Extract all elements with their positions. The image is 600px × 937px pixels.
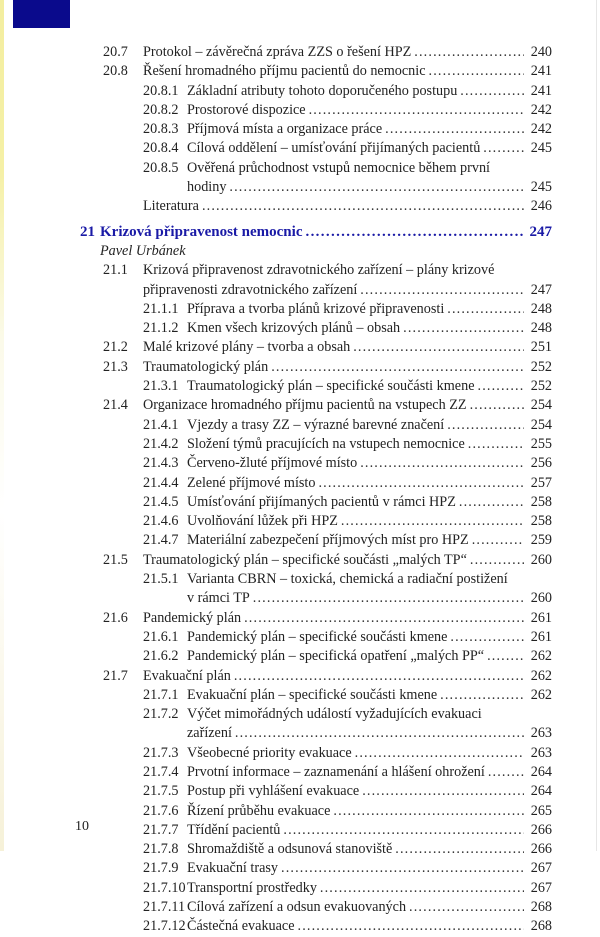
dot-leader	[226, 178, 524, 197]
toc-page-number: 264	[530, 783, 552, 800]
dot-leader	[315, 474, 524, 493]
toc-section-title: Transportní prostředky	[187, 879, 317, 896]
toc-page-number: 242	[530, 121, 552, 138]
toc-section-number: 21.7.5	[143, 783, 179, 800]
toc-section-title: Všeobecné priority evakuace	[187, 744, 352, 761]
toc-page-number: 266	[530, 841, 552, 858]
toc-entry	[0, 493, 600, 512]
toc-entry	[0, 159, 600, 178]
dot-leader	[302, 223, 524, 242]
toc-entry	[0, 686, 600, 705]
toc-section-title: Základní atributy tohoto doporučeného postupu	[187, 82, 458, 99]
toc-section-number: 21.7.9	[143, 860, 179, 877]
dot-leader	[350, 338, 524, 357]
toc-section-number: 20.8.5	[143, 159, 179, 176]
toc-section-number: 21.3	[103, 358, 128, 375]
toc-section-title: Shromaždiště a odsunová stanoviště	[187, 841, 393, 858]
toc-entry	[0, 377, 600, 396]
toc-entry	[0, 512, 600, 531]
toc-page-number: 252	[530, 378, 552, 395]
toc-entry	[0, 705, 600, 724]
toc-page-number: 247	[530, 281, 552, 298]
toc-section-number: 21.7	[103, 667, 128, 684]
toc-page-number: 254	[530, 397, 552, 414]
toc-entry	[0, 898, 600, 917]
toc-page-number: 252	[530, 358, 552, 375]
toc-page-number: 263	[530, 725, 552, 742]
toc-section-title: Cílová zařízení a odsun evakuovaných	[187, 899, 407, 916]
toc-section-number: 21.5	[103, 551, 128, 568]
dot-leader	[241, 609, 524, 628]
toc-section-number: 21.6.1	[143, 628, 179, 645]
toc-entry	[0, 744, 600, 763]
toc-entry	[0, 763, 600, 782]
toc-section-number: 21	[80, 223, 95, 240]
dot-leader	[437, 686, 524, 705]
toc-entry	[0, 261, 600, 280]
toc-section-number: 21.2	[103, 339, 128, 356]
toc-section-number: 21.1.1	[143, 300, 179, 317]
toc-entry-continuation	[0, 281, 600, 300]
toc-page-number: 267	[530, 879, 552, 896]
chapter-color-tab	[13, 0, 70, 28]
toc-section-number: 21.6.2	[143, 648, 179, 665]
toc-section-number: 21.7.2	[143, 706, 179, 723]
toc-section-number: 20.8.4	[143, 140, 179, 157]
toc-page-number: 268	[530, 899, 552, 916]
toc-page-number: 259	[530, 532, 552, 549]
dot-leader	[278, 859, 524, 878]
toc-entry	[0, 821, 600, 840]
toc-entry	[0, 879, 600, 898]
dot-leader	[250, 589, 524, 608]
toc-section-number: 21.7.12	[143, 918, 186, 935]
toc-section-title: Organizace hromadného příjmu pacientů na vstupech ZZ	[143, 397, 467, 414]
toc-page-number: 258	[530, 513, 552, 530]
toc-page-number: 268	[530, 918, 552, 935]
toc-page-number: 258	[530, 493, 552, 510]
toc-entry	[0, 474, 600, 493]
toc-section-number: 21.1.2	[143, 320, 179, 337]
toc-section-number: 21.7.3	[143, 744, 179, 761]
dot-leader	[467, 396, 524, 415]
dot-leader	[280, 821, 524, 840]
dot-leader	[485, 763, 524, 782]
dot-leader	[426, 62, 525, 81]
dot-leader	[444, 416, 524, 435]
toc-page-number: 257	[530, 474, 552, 491]
toc-chapter-author	[0, 242, 600, 261]
toc-literature-entry	[0, 197, 600, 216]
toc-section-title: Uvolňování lůžek při HPZ	[187, 513, 338, 530]
toc-section-title: Ověřená průchodnost vstupů nemocnice během první	[187, 159, 490, 176]
toc-entry	[0, 917, 600, 936]
toc-section-number: 21.7.8	[143, 841, 179, 858]
toc-page-number: 254	[530, 416, 552, 433]
dot-leader	[359, 782, 524, 801]
toc-entry	[0, 647, 600, 666]
dot-leader	[411, 43, 524, 62]
toc-section-number: 20.7	[103, 44, 128, 60]
toc-page-number: 251	[530, 339, 552, 356]
toc-section-number: 21.7.7	[143, 821, 179, 838]
toc-section-number: 21.4.2	[143, 435, 179, 452]
toc-section-number: 21.6	[103, 609, 128, 626]
toc-page-number: 260	[530, 551, 552, 568]
toc-section-title: Řízení průběhu evakuace	[187, 802, 331, 819]
toc-entry	[0, 101, 600, 120]
toc-section-title: Prostorové dispozice	[187, 101, 306, 118]
toc-page-number: 245	[530, 179, 552, 196]
toc-section-title: Literatura	[143, 198, 199, 215]
toc-section-number: 21.4.4	[143, 474, 179, 491]
dot-leader	[444, 300, 524, 319]
toc-entry	[0, 319, 600, 338]
dot-leader	[352, 744, 524, 763]
toc-page-number: 248	[530, 300, 552, 317]
toc-section-number: 20.8	[103, 63, 128, 80]
toc-page-number: 265	[530, 802, 552, 819]
toc-entry	[0, 840, 600, 859]
toc-section-title: hodiny	[187, 179, 227, 196]
toc-page-number: 262	[530, 648, 552, 665]
dot-leader	[457, 82, 524, 101]
toc-section-title: Prvotní informace – zaznamenání a hlášení ohrožení	[187, 763, 485, 780]
toc-entry	[0, 358, 600, 377]
toc-section-number: 21.4.7	[143, 532, 179, 549]
dot-leader	[456, 493, 524, 512]
toc-section-title: Červeno-žluté příjmové místo	[187, 455, 358, 472]
toc-section-number: 20.8.3	[143, 121, 179, 138]
toc-entry	[0, 859, 600, 878]
toc-page-number: 247	[529, 223, 552, 240]
toc-section-number: 21.3.1	[143, 378, 179, 395]
dot-leader	[231, 667, 524, 686]
dot-leader	[447, 628, 524, 647]
toc-section-number: 21.7.10	[143, 879, 186, 896]
toc-page-number: 241	[530, 82, 552, 99]
toc-section-title: Umísťování přijímaných pacientů v rámci HPZ	[187, 493, 456, 510]
toc-section-number: 21.7.4	[143, 763, 179, 780]
toc-entry	[0, 416, 600, 435]
toc-page-number: 267	[530, 860, 552, 877]
toc-section-number: 21.4.5	[143, 493, 179, 510]
toc-entry	[0, 300, 600, 319]
toc-section-number: 21.5.1	[143, 571, 179, 588]
toc-page-number: 263	[530, 744, 552, 761]
toc-section-title: Příjmová místa a organizace práce	[187, 121, 383, 138]
toc-section-title: Malé krizové plány – tvorba a obsah	[143, 339, 351, 356]
dot-leader	[467, 551, 524, 570]
dot-leader	[465, 435, 524, 454]
toc-page-number: 261	[530, 628, 552, 645]
dot-leader	[392, 840, 524, 859]
toc-section-title: Traumatologický plán	[143, 358, 269, 375]
toc-section-title: Cílová oddělení – umísťování přijímaných pacientů	[187, 140, 481, 157]
toc-entry	[0, 454, 600, 473]
toc-entry-continuation	[0, 589, 600, 608]
toc-page-number: 260	[530, 590, 552, 607]
toc-section-title: Krizová připravenost zdravotnického zařízení – plány krizové	[143, 262, 495, 279]
toc-section-title: Traumatologický plán – specifické součásti kmene	[187, 378, 475, 395]
dot-leader	[295, 917, 524, 936]
toc-section-title: Složení týmů pracujících na vstupech nemocnice	[187, 435, 465, 452]
toc-section-number: 21.4.6	[143, 513, 179, 530]
toc-section-title: Protokol – závěrečná zpráva ZZS o řešení HPZ	[143, 44, 412, 60]
toc-page-number: 262	[530, 686, 552, 703]
dot-leader	[484, 647, 524, 666]
toc-entry	[0, 120, 600, 139]
toc-section-title: Varianta CBRN – toxická, chemická a radiační postižení	[187, 571, 508, 588]
toc-section-title: Částečná evakuace	[187, 918, 295, 935]
toc-section-number: 21.4.1	[143, 416, 179, 433]
toc-page-number: 255	[530, 435, 552, 452]
toc-page-number: 264	[530, 763, 552, 780]
dot-leader	[382, 120, 524, 139]
toc-section-number: 21.7.1	[143, 686, 179, 703]
toc-section-title: Evakuační plán	[143, 667, 231, 684]
toc-section-title: Pandemický plán – specifické součásti kmene	[187, 628, 448, 645]
toc-section-title: Zelené příjmové místo	[187, 474, 316, 491]
toc-page-number: 242	[530, 101, 552, 118]
toc-entry	[0, 531, 600, 550]
toc-section-title: Řešení hromadného příjmu pacientů do nemocnic	[143, 63, 426, 80]
toc-page-number: 240	[530, 44, 552, 60]
dot-leader	[357, 281, 524, 300]
dot-leader	[469, 531, 524, 550]
toc-entry	[0, 802, 600, 821]
toc-section-title: Evakuační plán – specifické součásti kmene	[187, 686, 438, 703]
toc-section-title: Evakuační trasy	[187, 860, 278, 877]
toc-entry	[0, 43, 600, 62]
toc-entry	[0, 667, 600, 686]
table-of-contents	[0, 43, 600, 937]
toc-section-number: 21.1	[103, 262, 128, 279]
toc-entry	[0, 609, 600, 628]
dot-leader	[317, 879, 524, 898]
toc-section-title: Příprava a tvorba plánů krizové připravenosti	[187, 300, 445, 317]
toc-section-title: Kmen všech krizových plánů – obsah	[187, 320, 401, 337]
toc-page-number: 261	[530, 609, 552, 626]
toc-section-title: Pavel Urbánek	[100, 242, 186, 259]
toc-entry	[0, 82, 600, 101]
toc-section-title: zařízení	[187, 725, 232, 742]
toc-section-title: Krizová připravenost nemocnic	[100, 223, 303, 240]
toc-section-title: připravenosti zdravotnického zařízení	[143, 281, 358, 298]
toc-entry-continuation	[0, 724, 600, 743]
toc-section-title: Výčet mimořádných událostí vyžadujících evakuaci	[187, 706, 482, 723]
dot-leader	[357, 454, 524, 473]
toc-section-title: Traumatologický plán – specifické součásti „malých TP“	[143, 551, 467, 568]
toc-section-title: Materiální zabezpečení příjmových míst pro HPZ	[187, 532, 469, 549]
toc-section-number: 21.4	[103, 397, 128, 414]
dot-leader	[480, 139, 524, 158]
toc-entry	[0, 551, 600, 570]
dot-leader	[232, 724, 524, 743]
page-number: 10	[75, 819, 89, 834]
toc-entry	[0, 62, 600, 81]
toc-entry	[0, 435, 600, 454]
dot-leader	[338, 512, 524, 531]
toc-section-title: Třídění pacientů	[187, 821, 281, 838]
toc-section-number: 21.4.3	[143, 455, 179, 472]
toc-section-title: Pandemický plán	[143, 609, 242, 626]
toc-section-title: Pandemický plán – specifická opatření „malých PP“	[187, 648, 485, 665]
toc-page-number: 256	[530, 455, 552, 472]
dot-leader	[400, 319, 524, 338]
dot-leader	[330, 802, 524, 821]
toc-section-number: 21.7.6	[143, 802, 179, 819]
toc-page-number: 245	[530, 140, 552, 157]
toc-entry	[0, 396, 600, 415]
dot-leader	[199, 197, 524, 216]
toc-section-number: 21.7.11	[143, 899, 186, 916]
dot-leader	[268, 358, 524, 377]
toc-entry	[0, 628, 600, 647]
toc-section-title: Postup při vyhlášení evakuace	[187, 783, 360, 800]
toc-chapter-heading	[0, 223, 600, 242]
toc-section-number: 20.8.1	[143, 82, 179, 99]
toc-entry	[0, 782, 600, 801]
dot-leader	[406, 898, 524, 917]
toc-entry	[0, 570, 600, 589]
toc-page-number: 241	[530, 63, 552, 80]
toc-page-number: 262	[530, 667, 552, 684]
toc-entry-continuation	[0, 178, 600, 197]
dot-leader	[475, 377, 525, 396]
toc-page-number: 248	[530, 320, 552, 337]
toc-section-number: 20.8.2	[143, 101, 179, 118]
toc-entry	[0, 139, 600, 158]
dot-leader	[306, 101, 524, 120]
toc-section-title: v rámci TP	[187, 590, 250, 607]
toc-section-title: Vjezdy a trasy ZZ – výrazné barevné značení	[187, 416, 445, 433]
toc-page-number: 266	[530, 821, 552, 838]
toc-entry	[0, 338, 600, 357]
toc-page-number: 246	[530, 198, 552, 215]
